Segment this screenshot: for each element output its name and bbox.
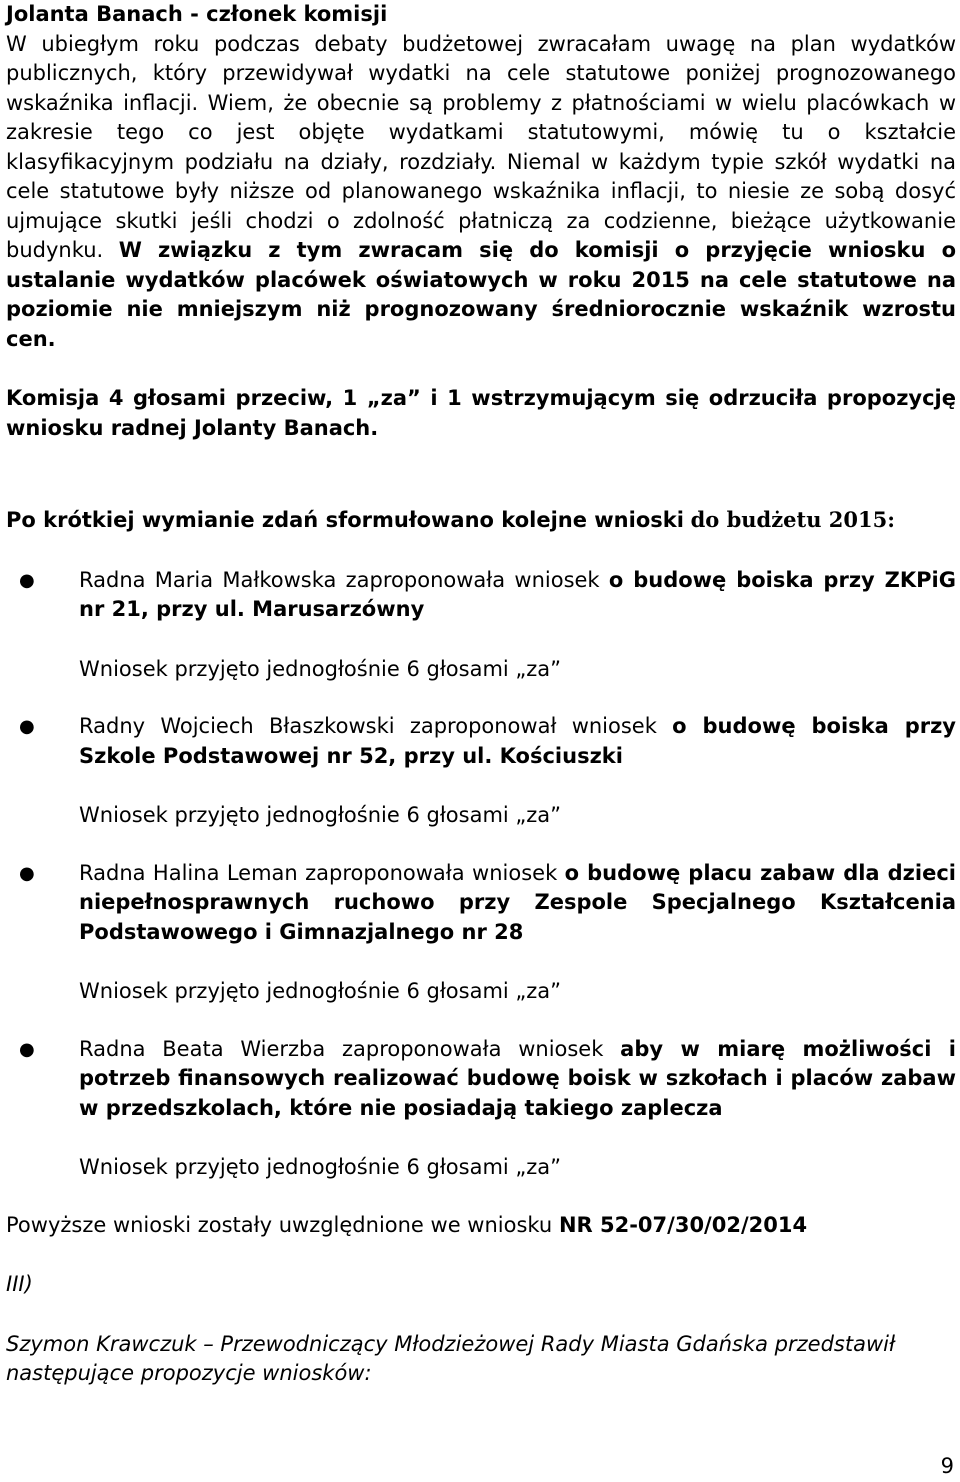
bullet-icon: ● [19, 1038, 35, 1060]
motion-proposal: o budowę placu zabaw dla dzieci niepełnosprawnych ruchowo przy Zespole Specjalnego Kształcenia Podstawowego i Gimnazjalnego nr 28 [79, 860, 956, 944]
motion-vote: Wniosek przyjęto jednogłośnie 6 głosami „za” [79, 803, 562, 827]
exchange-tail: do budżetu 2015: [690, 507, 895, 532]
motion-text [79, 859, 956, 948]
list-item [6, 1035, 956, 1183]
exchange-heading [6, 505, 956, 536]
page-number: 9 [940, 1454, 954, 1478]
bullet-icon: ● [19, 569, 35, 591]
motion-proposal: aby w miarę możliwości i potrzeb finansowych realizować budowę boisk w szkołach i placów zabaw w przedszkolach, które nie posiadają takiego zaplecza [79, 1036, 956, 1120]
intro-text: W ubiegłym roku podczas debaty budżetowej zwracałam uwagę na plan wydatków publicznych, który przewidywał wydatki na cele statutowe poniżej prognozowanego wskaźnika inflacji. Wiem, że obecnie są problemy z płatnościami w wielu placówkach w zakresie tego co jest objęte wydatkami statutowymi, mówię tu o kształcie klasyfikacyjnym podziału na działy, rozdziały. Niemal w każdym typie szkół wydatki na cele statutowe były niższe od planowanego wskaźnika inflacji, to niesie ze sobą dosyć ujmujące skutki jeśli chodzi o zdolność płatniczą za codzienne, bieżące użytkowanie budynku. [6, 31, 956, 262]
motion-proposal: o budowę boiska przy Szkole Podstawowej nr 52, przy ul. Kościuszki [79, 714, 956, 768]
summary-line [6, 1211, 956, 1241]
motion-proposer: Radny Wojciech Błaszkowski zaproponował wniosek [79, 714, 657, 738]
intro-motion-text: W związku z tym zwracam się do komisji o przyjęcie wniosku o ustalanie wydatków placówek oświatowych w roku 2015 na cele statutowe na poziomie nie mniejszym niż prognozowany średniorocznie wskaźnik wzrostu cen. [6, 238, 956, 351]
list-item [6, 566, 956, 685]
speaker-name: Jolanta Banach - członek komisji [6, 2, 388, 26]
list-item [6, 859, 956, 1007]
motion-vote: Wniosek przyjęto jednogłośnie 6 głosami „za” [79, 1155, 562, 1179]
bullet-icon: ● [19, 716, 35, 737]
motion-text [79, 712, 956, 771]
section-number: III) [6, 1272, 33, 1296]
motion-proposer: Radna Beata Wierzba zaproponowała wniosek [79, 1036, 604, 1061]
intro-paragraph [6, 0, 956, 354]
motions-list [6, 566, 956, 1183]
motion-vote: Wniosek przyjęto jednogłośnie 6 głosami „za” [79, 979, 562, 1003]
motion-vote: Wniosek przyjęto jednogłośnie 6 głosami „za” [79, 656, 562, 681]
szymon-intro: Szymon Krawczuk – Przewodniczący Młodzieżowej Rady Miasta Gdańska przedstawił następujące propozycje wniosków: [6, 1331, 895, 1385]
exchange-text: Po krótkiej wymianie zdań sformułowano kolejne wnioski [6, 508, 684, 532]
list-item [6, 712, 956, 831]
bullet-icon: ● [19, 862, 35, 884]
summary-text: Powyższe wnioski zostały uwzględnione we wniosku [6, 1212, 553, 1237]
document-page [6, 0, 956, 1389]
motion-proposer: Radna Halina Leman zaproponowała wniosek [79, 860, 558, 885]
motion-text [79, 1035, 956, 1124]
summary-number: NR 52-07/30/02/2014 [558, 1212, 808, 1237]
motion-text [79, 566, 956, 625]
commission-result: Komisja 4 głosami przeciw, 1 „za” i 1 wstrzymującym się odrzuciła propozycję wniosku radnej Jolanty Banach. [6, 386, 956, 440]
motion-proposer: Radna Maria Małkowska zaproponowała wniosek [79, 567, 600, 592]
motion-proposal: o budowę boiska przy ZKPiG nr 21, przy ul. Marusarzówny [79, 567, 956, 621]
